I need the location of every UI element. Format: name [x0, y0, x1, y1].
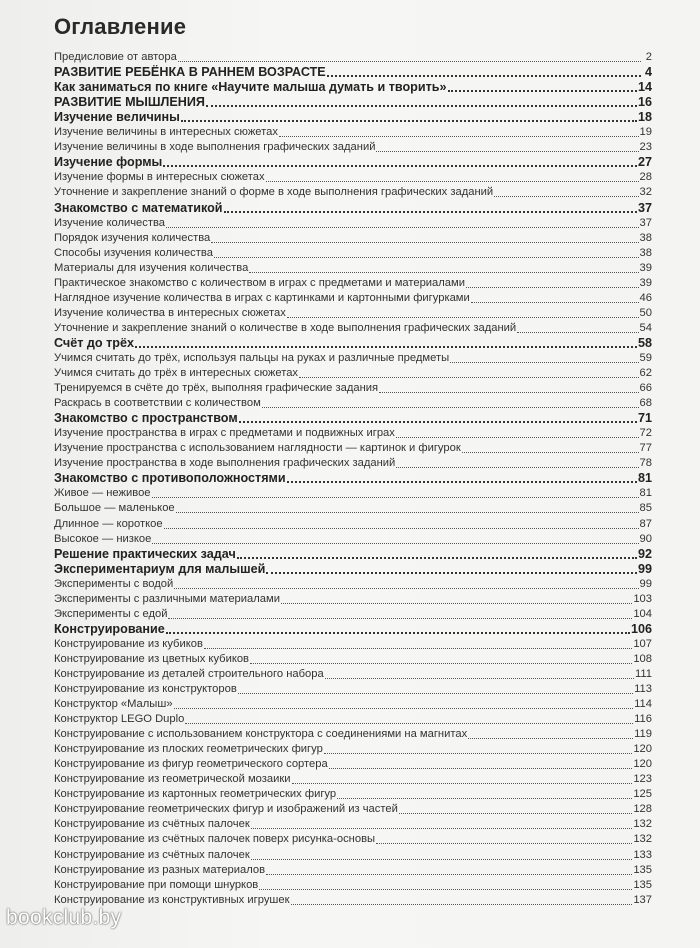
toc-entry-title: Изучение пространства в ходе выполнения графических заданий	[54, 457, 396, 470]
dot-leader	[211, 241, 638, 243]
toc-entry-page-number: 37	[637, 200, 652, 215]
toc-entry-page-number: 135	[633, 878, 652, 891]
toc-entry-title: Конструирование при помощи шнурков	[54, 878, 259, 891]
toc-entry	[54, 456, 652, 471]
toc-entry-title: РАЗВИТИЕ МЫШЛЕНИЯ	[54, 95, 205, 110]
toc-entry	[54, 863, 652, 878]
toc-section-entry	[54, 65, 652, 80]
toc-entry-title: Конструирование из цветных кубиков	[54, 652, 250, 665]
toc-entry-title: Конструктор «Малыш»	[54, 698, 173, 711]
toc-entry	[54, 697, 652, 712]
toc-entry-page-number: 81	[637, 471, 652, 486]
toc-section-entry	[54, 95, 652, 110]
toc-entry-title: Конструктор LEGO Duplo	[54, 713, 185, 726]
toc-entry-page-number: 99	[637, 561, 652, 576]
toc-entry	[54, 592, 652, 607]
toc-section-entry	[54, 547, 652, 562]
toc-entry-page-number: 18	[637, 110, 652, 125]
dot-leader	[396, 466, 638, 468]
dot-leader	[249, 271, 638, 273]
toc-entry-title: Уточнение и закрепление знаний о форме в ходе выполнения графических заданий	[54, 186, 494, 199]
toc-entry	[54, 396, 652, 411]
dot-leader	[291, 903, 633, 905]
toc-entry	[54, 185, 652, 200]
toc-entry-page-number: 114	[634, 698, 652, 711]
toc-entry-page-number: 2	[645, 51, 652, 64]
toc-entry-page-number: 78	[639, 457, 652, 470]
toc-entry-page-number: 132	[633, 833, 652, 846]
dot-leader	[251, 827, 633, 829]
toc-entry-page-number: 77	[639, 442, 652, 455]
dot-leader	[239, 420, 637, 423]
toc-entry	[54, 170, 652, 185]
toc-entry	[54, 607, 652, 622]
dot-leader	[178, 60, 641, 62]
dot-leader	[471, 301, 639, 303]
toc-entry	[54, 878, 652, 893]
dot-leader	[287, 480, 637, 483]
toc-section-entry	[54, 622, 652, 637]
dot-leader	[379, 391, 638, 393]
toc-entry	[54, 426, 652, 441]
dot-leader	[287, 316, 639, 318]
dot-leader	[329, 767, 633, 769]
toc-entry-title: Конструирование из картонных геометрических фигур	[54, 788, 337, 801]
toc-entry	[54, 847, 652, 862]
toc-entry-page-number: 113	[634, 683, 652, 696]
toc-entry-title: Счёт до трёх	[54, 335, 134, 350]
toc-entry	[54, 351, 652, 366]
toc-entry-page-number: 128	[633, 803, 652, 816]
dot-leader	[494, 195, 638, 197]
dot-leader	[174, 707, 634, 709]
toc-entry-title: Эксперименты с едой	[54, 607, 168, 620]
toc-entry-page-number: 4	[644, 65, 652, 80]
dot-leader	[166, 631, 630, 634]
dot-leader	[462, 451, 639, 453]
toc-entry	[54, 140, 652, 155]
toc-entry	[54, 321, 652, 336]
toc-entry	[54, 727, 652, 742]
toc-entry	[54, 652, 652, 667]
toc-entry-page-number: 119	[634, 728, 652, 741]
toc-entry-title: Материалы для изучения количества	[54, 261, 249, 274]
dot-leader	[206, 104, 637, 107]
toc-entry	[54, 276, 652, 291]
toc-entry-page-number: 39	[639, 276, 652, 289]
toc-entry-page-number: 54	[639, 321, 652, 334]
toc-entry-page-number: 27	[637, 155, 652, 170]
toc-entry-title: Раскрась в соответствии с количеством	[54, 397, 261, 410]
toc-entry-title: Конструирование из разных материалов	[54, 863, 266, 876]
toc-entry	[54, 817, 652, 832]
toc-entry-title: Знакомство с противоположностями	[54, 471, 286, 486]
toc-entry-page-number: 71	[637, 411, 652, 426]
toc-entry-page-number: 135	[633, 863, 652, 876]
toc-entry-title: РАЗВИТИЕ РЕБЁНКА В РАННЕМ ВОЗРАСТЕ	[54, 65, 326, 80]
dot-leader	[468, 737, 633, 739]
toc-entry	[54, 516, 652, 531]
toc-entry-page-number: 137	[633, 893, 652, 906]
toc-entry-title: Конструирование из счётных палочек	[54, 818, 250, 831]
dot-leader	[166, 226, 639, 228]
toc-entry	[54, 231, 652, 246]
toc-entry-title: Учимся считать до трёх в интересных сюжетах	[54, 367, 299, 380]
toc-entry	[54, 742, 652, 757]
toc-section-entry	[54, 200, 652, 215]
dot-leader	[450, 361, 638, 363]
toc-entry-title: Изучение величины	[54, 110, 180, 125]
toc-entry-page-number: 37	[639, 216, 652, 229]
toc-entry-page-number: 111	[634, 667, 652, 680]
dot-leader	[214, 256, 639, 258]
toc-entry-page-number: 68	[639, 397, 652, 410]
toc-entry-page-number: 87	[639, 517, 652, 530]
watermark: bookclub.by	[6, 906, 122, 929]
toc-entry-page-number: 106	[630, 621, 652, 636]
toc-entry-title: Высокое — низкое	[54, 532, 152, 545]
toc-entry-page-number: 108	[633, 652, 652, 665]
dot-leader	[152, 542, 638, 544]
dot-leader	[262, 406, 639, 408]
dot-leader	[176, 511, 639, 513]
dot-leader	[281, 602, 632, 604]
toc-entry-title: Изучение величины в ходе выполнения графических заданий	[54, 141, 376, 154]
toc-entry-title: Изучение формы в интересных сюжетах	[54, 171, 265, 184]
toc-entry-title: Конструирование из конструкторов	[54, 683, 237, 696]
toc-entry-title: Изучение количества	[54, 216, 166, 229]
toc-entry-page-number: 116	[634, 713, 652, 726]
dot-leader	[324, 752, 633, 754]
toc-entry-title: Конструирование	[54, 621, 165, 636]
toc-entry-title: Изучение пространства с использованием наглядности — картинок и фигурок	[54, 442, 461, 455]
toc-entry-page-number: 14	[637, 80, 652, 95]
toc-entry-title: Знакомство с математикой	[54, 200, 223, 215]
toc-section-entry	[54, 411, 652, 426]
toc-entry-page-number: 19	[639, 126, 652, 139]
toc-entry-title: Практическое знакомство с количеством в играх с предметами и материалами	[54, 276, 465, 289]
dot-leader	[376, 150, 638, 152]
toc-entry-page-number: 38	[639, 231, 652, 244]
toc-entry	[54, 893, 652, 908]
toc-entry-title: Экспериментариум для малышей	[54, 561, 266, 576]
dot-leader	[292, 782, 633, 784]
toc-entry-title: Учимся считать до трёх, используя пальцы на руках и различные предметы	[54, 351, 450, 364]
dot-leader	[266, 180, 639, 182]
toc-entry-title: Конструирование из фигур геометрического сортера	[54, 758, 328, 771]
toc-entry-page-number: 32	[639, 186, 652, 199]
toc-entry	[54, 441, 652, 456]
toc-entry-page-number: 90	[639, 532, 652, 545]
toc-entry-page-number: 104	[633, 607, 652, 620]
toc-entry-title: Конструирование из деталей строительного набора	[54, 667, 324, 680]
toc-entry	[54, 246, 652, 261]
toc-entry	[54, 802, 652, 817]
toc-entry-page-number: 133	[633, 848, 652, 861]
toc-entry	[54, 306, 652, 321]
toc-entry	[54, 682, 652, 697]
toc-entry	[54, 772, 652, 787]
toc-entry-page-number: 103	[633, 592, 652, 605]
toc-entry	[54, 125, 652, 140]
toc-entry-title: Конструирование из счётных палочек	[54, 848, 250, 861]
toc-entry-title: Большое — маленькое	[54, 502, 175, 515]
dot-leader	[448, 89, 637, 92]
toc-entry-page-number: 46	[639, 291, 652, 304]
toc-section-entry	[54, 336, 652, 351]
dot-leader	[259, 888, 632, 890]
toc-entry-title: Изучение формы	[54, 155, 163, 170]
toc-entry	[54, 501, 652, 516]
toc-entry	[54, 712, 652, 727]
toc-entry-title: Конструирование из счётных палочек поверх рисунка-основы	[54, 833, 376, 846]
toc-entry-page-number: 120	[633, 758, 652, 771]
toc-entry-title: Предисловие от автора	[54, 51, 177, 64]
dot-leader	[251, 858, 633, 860]
toc-entry	[54, 216, 652, 231]
toc-entry	[54, 757, 652, 772]
toc-entry	[54, 486, 652, 501]
toc-entry-title: Эксперименты с водой	[54, 577, 174, 590]
toc-entry-title: Конструирование с использованием конструктора с соединениями на магнитах	[54, 728, 468, 741]
toc-entry-title: Порядок изучения количества	[54, 231, 211, 244]
toc-entry-title: Тренируемся в счёте до трёх, выполняя графические задания	[54, 382, 379, 395]
toc-entry-page-number: 66	[639, 382, 652, 395]
toc-entry-title: Конструирование из кубиков	[54, 637, 203, 650]
toc-entry-page-number: 16	[637, 95, 652, 110]
toc-entry-title: Знакомство с пространством	[54, 411, 238, 426]
dot-leader	[327, 74, 641, 77]
toc-entry-title: Конструирование из геометрической мозаики	[54, 773, 291, 786]
dot-leader	[163, 164, 637, 167]
dot-leader	[396, 436, 639, 438]
toc-entry-page-number: 28	[639, 171, 652, 184]
toc-entry	[54, 667, 652, 682]
toc-entry	[54, 381, 652, 396]
toc-entry-title: Конструирование из плоских геометрических фигур	[54, 743, 323, 756]
toc-entry-title: Наглядное изучение количества в играх с картинками и картонными фигурками	[54, 291, 470, 304]
toc-entry-title: Способы изучения количества	[54, 246, 213, 259]
page-title: Оглавление	[54, 14, 187, 39]
dot-leader	[181, 119, 637, 122]
dot-leader	[174, 587, 638, 589]
toc-entry	[54, 577, 652, 592]
toc-entry-page-number: 99	[639, 577, 652, 590]
dot-leader	[185, 722, 633, 724]
toc-entry-page-number: 39	[639, 261, 652, 274]
dot-leader	[466, 286, 639, 288]
toc-entry-title: Изучение пространства в играх с предметами и подвижных играх	[54, 427, 395, 440]
toc-entry-page-number: 38	[639, 246, 652, 259]
toc-entry-title: Живое — неживое	[54, 487, 151, 500]
toc-section-entry	[54, 110, 652, 125]
toc-entry-title: Уточнение и закрепление знаний о количестве в ходе выполнения графических заданий	[54, 321, 517, 334]
toc-entry-page-number: 62	[639, 367, 652, 380]
toc-section-entry	[54, 562, 652, 577]
toc-entry-title: Эксперименты с различными материалами	[54, 592, 280, 605]
toc-entry-page-number: 132	[633, 818, 652, 831]
toc-entry-page-number: 123	[633, 773, 652, 786]
toc-entry	[54, 291, 652, 306]
dot-leader	[135, 345, 637, 348]
dot-leader	[237, 556, 637, 559]
toc-section-entry	[54, 80, 652, 95]
dot-leader	[164, 527, 639, 529]
dot-leader	[152, 496, 639, 498]
toc-entry	[54, 50, 652, 65]
toc-entry-page-number: 59	[639, 351, 652, 364]
dot-leader	[238, 692, 633, 694]
toc-entry-page-number: 85	[639, 502, 652, 515]
toc-section-entry	[54, 471, 652, 486]
toc-entry	[54, 832, 652, 847]
toc-entry-page-number: 58	[637, 335, 652, 350]
toc-entry-title: Конструирование из конструктивных игрушек	[54, 893, 290, 906]
dot-leader	[325, 677, 634, 679]
toc-entry-page-number: 23	[639, 141, 652, 154]
dot-leader	[399, 812, 632, 814]
dot-leader	[376, 842, 632, 844]
toc-entry-title: Решение практических задач	[54, 546, 236, 561]
table-of-contents	[54, 50, 652, 908]
toc-entry-page-number: 120	[633, 743, 652, 756]
toc-entry	[54, 787, 652, 802]
toc-entry-page-number: 125	[633, 788, 652, 801]
dot-leader	[337, 797, 632, 799]
dot-leader	[266, 873, 632, 875]
toc-entry	[54, 637, 652, 652]
toc-entry-title: Как заниматься по книге «Научите малыша думать и творить»	[54, 80, 447, 95]
dot-leader	[299, 376, 639, 378]
toc-entry-title: Длинное — короткое	[54, 517, 163, 530]
toc-entry	[54, 366, 652, 381]
toc-entry-page-number: 92	[637, 546, 652, 561]
dot-leader	[224, 210, 637, 213]
toc-section-entry	[54, 155, 652, 170]
dot-leader	[250, 662, 632, 664]
dot-leader	[168, 617, 632, 619]
dot-leader	[204, 647, 632, 649]
toc-entry-title: Изучение величины в интересных сюжетах	[54, 126, 278, 139]
toc-entry-page-number: 107	[633, 637, 652, 650]
dot-leader	[517, 331, 638, 333]
toc-entry-page-number: 72	[639, 427, 652, 440]
toc-entry-page-number: 81	[639, 487, 652, 500]
toc-entry	[54, 532, 652, 547]
toc-entry	[54, 261, 652, 276]
dot-leader	[279, 135, 639, 137]
toc-entry-page-number: 50	[639, 306, 652, 319]
dot-leader	[266, 571, 637, 574]
toc-entry-title: Изучение количества в интересных сюжетах	[54, 306, 286, 319]
toc-entry-title: Конструирование геометрических фигур и изображений из частей	[54, 803, 398, 816]
